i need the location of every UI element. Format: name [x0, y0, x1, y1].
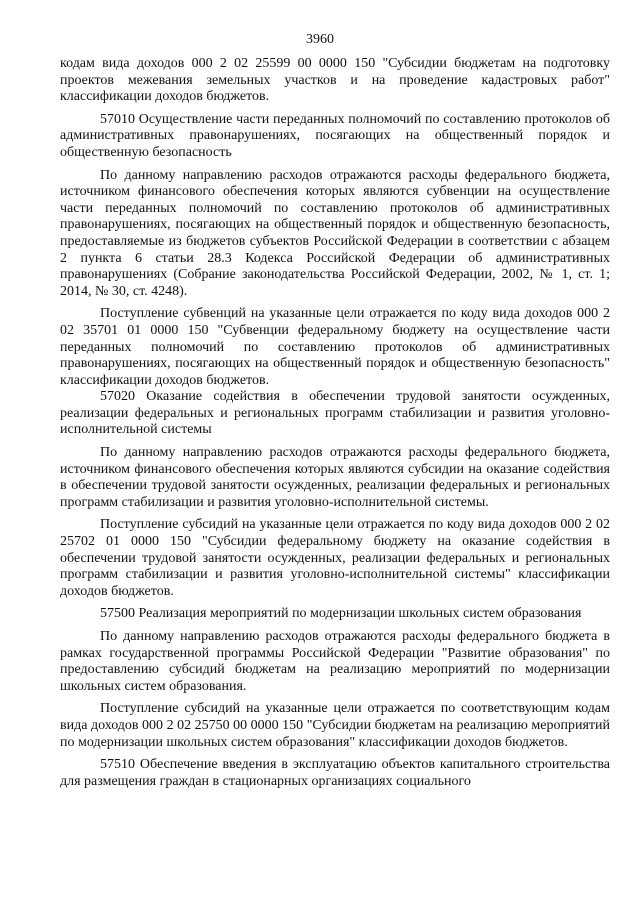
- paragraph-57020-income-code: Поступление субсидий на указанные цели отражается по коду вида доходов 000 2 02 25702 01 0000 150 "Субсидии федеральному бюджету на оказание содействия в обеспечении трудовой занятости осужденных, реализации федеральных и региональных программ стабилизации и развития уголовно-исполнительной системы" классификации доходов бюджетов.: [60, 517, 610, 599]
- document-body: [60, 56, 610, 790]
- heading-57510: 57510 Обеспечение введения в эксплуатацию объектов капитального строительства для размещения граждан в стационарных организациях социального: [60, 757, 610, 789]
- heading-57010: 57010 Осуществление части переданных полномочий по составлению протоколов об административных правонарушениях, посягающих на общественный порядок и общественную безопасность: [60, 111, 610, 160]
- paragraph-57010-description: По данному направлению расходов отражаются расходы федерального бюджета, источником финансового обеспечения которых являются субвенции на осуществление части переданных полномочий по составлению протоколов об административных правонарушениях, посягающих на общественный порядок и общественную безопасность, предоставляемые из бюджетов субъектов Российской Федерации в соответствии с абзацем 2 пункта 6 статьи 28.3 Кодекса Российской Федерации об административных правонарушениях (Собрание законодательства Российской Федерации, 2002, № 1, ст. 1; 2014, № 30, ст. 4248).: [60, 167, 610, 299]
- paragraph-57500-description: По данному направлению расходов отражаются расходы федерального бюджета в рамках государственной программы Российской Федерации "Развитие образования" по предоставлению субсидий бюджетам на реализацию мероприятий по модернизации школьных систем образования.: [60, 629, 610, 694]
- paragraph-57020-description: По данному направлению расходов отражаются расходы федерального бюджета, источником финансового обеспечения которых являются субсидии на оказание содействия в обеспечении трудовой занятости осужденных, реализации федеральных и региональных программ стабилизации и развития уголовно-исполнительной системы.: [60, 445, 610, 510]
- paragraph-57500-income-code: Поступление субсидий на указанные цели отражается по соответствующим кодам вида доходов 000 2 02 25750 00 0000 150 "Субсидии бюджетам на реализацию мероприятий по модернизации школьных систем образования" классификации доходов бюджетов.: [60, 701, 610, 750]
- heading-57020: 57020 Оказание содействия в обеспечении трудовой занятости осужденных, реализации федеральных и региональных программ стабилизации и развития уголовно-исполнительной системы: [60, 389, 610, 438]
- paragraph-57010-income-code: Поступление субвенций на указанные цели отражается по коду вида доходов 000 2 02 35701 01 0000 150 "Субвенции федеральному бюджету на осуществление части переданных полномочий по составлению протоколов об административных правонарушениях, посягающих на общественный порядок и общественную безопасность" классификации доходов бюджетов.: [60, 306, 610, 388]
- heading-57500: 57500 Реализация мероприятий по модернизации школьных систем образования: [100, 606, 582, 622]
- page-number: 3960: [306, 32, 334, 47]
- paragraph-income-code-25599: кодам вида доходов 000 2 02 25599 00 0000 150 "Субсидии бюджетам на подготовку проектов межевания земельных участков и на проведение кадастровых работ" классификации доходов бюджетов.: [60, 56, 610, 105]
